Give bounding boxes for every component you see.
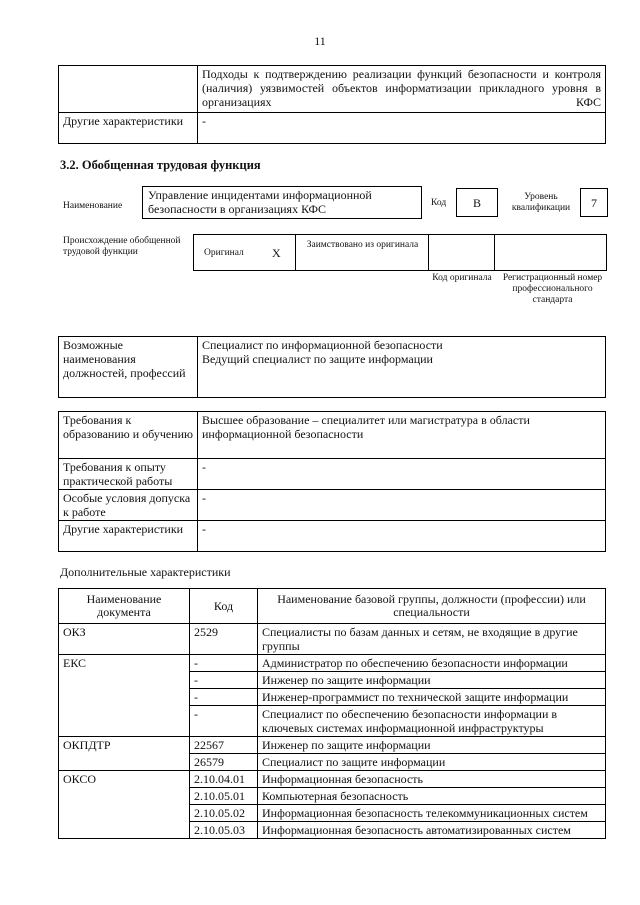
table-row [59, 113, 606, 144]
table-cell: - [198, 521, 606, 552]
cell-name: Информационная безопасность телекоммуникационных систем [258, 805, 606, 822]
additional-title: Дополнительные характеристики [60, 565, 231, 579]
cell-name: Инженер по защите информации [258, 737, 606, 754]
code-original-caption: Код оригинала [432, 273, 492, 283]
cell-doc: ОКЗ [59, 624, 190, 655]
cell-name: Администратор по обеспечению безопасности информации [258, 655, 606, 672]
name-label: Наименование [63, 201, 123, 211]
cell-name: Информационная безопасность [258, 771, 606, 788]
cell-name: Специалист по обеспечению безопасности информации в ключевых системах информационной инфраструктуры [258, 706, 606, 737]
table-cell: - [198, 113, 606, 144]
cell-code: 2.10.05.02 [190, 805, 258, 822]
original-mark: X [272, 246, 281, 260]
table-cell: Другие характеристики [59, 521, 198, 552]
table-row [59, 771, 606, 788]
additional-table [58, 588, 606, 839]
table-cell: Требования к образованию и обучению [59, 412, 198, 459]
cell-name: Компьютерная безопасность [258, 788, 606, 805]
cell-code: - [190, 689, 258, 706]
table-cell: Высшее образование – специалитет или магистратура в области информационной безопасности [198, 412, 606, 459]
table-row [59, 66, 606, 113]
cell-code: - [190, 706, 258, 737]
continuation-table [58, 65, 606, 144]
position-item: Ведущий специалист по защите информации [202, 352, 433, 366]
cell-name: Информационная безопасность автоматизированных систем [258, 822, 606, 839]
table-row [59, 521, 606, 552]
cell-name: Специалист по защите информации [258, 754, 606, 771]
position-item: Специалист по информационной безопасности [202, 338, 443, 352]
table-row [59, 490, 606, 521]
level-value: 7 [580, 188, 608, 217]
borrowed-label: Заимствовано из оригинала [306, 240, 419, 250]
table-cell: - [198, 459, 606, 490]
table-cell: Требования к опыту практической работы [59, 459, 198, 490]
cell-code: 2529 [190, 624, 258, 655]
level-label: Уровень квалификации [511, 192, 571, 213]
cell-code: 2.10.05.03 [190, 822, 258, 839]
cell-name: Инженер-программист по технической защите информации [258, 689, 606, 706]
divider [494, 234, 495, 271]
table-cell: Другие характеристики [59, 113, 198, 144]
cell-code: 2.10.04.01 [190, 771, 258, 788]
cell-code: 26579 [190, 754, 258, 771]
table-row [59, 655, 606, 672]
table-row [59, 412, 606, 459]
original-label: Оригинал [204, 248, 244, 258]
table-row [59, 459, 606, 490]
registration-caption: Регистрационный номер профессионального стандарта [502, 273, 603, 305]
code-value: B [456, 188, 498, 217]
header-name: Наименование базовой группы, должности (профессии) или специальности [258, 589, 606, 624]
header-doc: Наименование документа [59, 589, 190, 624]
cell-doc: ОКПДТР [59, 737, 190, 771]
page-number: 11 [314, 34, 326, 48]
divider [295, 234, 296, 271]
section-heading: 3.2. Обобщенная трудовая функция [60, 158, 261, 172]
cell-doc: ОКСО [59, 771, 190, 839]
table-row [59, 737, 606, 754]
positions-table [58, 336, 606, 398]
function-name: Управление инцидентами информационной безопасности в организациях КФС [142, 186, 422, 219]
cell-name: Инженер по защите информации [258, 672, 606, 689]
table-row [59, 337, 606, 398]
cell-doc: ЕКС [59, 655, 190, 737]
origin-label: Происхождение обобщенной трудовой функции [63, 236, 181, 257]
cell-code: - [190, 655, 258, 672]
table-cell: - [198, 490, 606, 521]
table-cell: Подходы к подтверждению реализации функций безопасности и контроля (наличия) уязвимостей объектов информатизации прикладного уровня в организациях КФС [198, 66, 606, 113]
divider [428, 234, 429, 271]
cell-name: Специалисты по базам данных и сетям, не входящие в другие группы [258, 624, 606, 655]
cell-code: 2.10.05.01 [190, 788, 258, 805]
code-label: Код [431, 198, 447, 208]
cell-code: 22567 [190, 737, 258, 754]
table-cell: Возможные наименования должностей, профессий [59, 337, 198, 398]
table-cell [198, 337, 606, 398]
cell-code: - [190, 672, 258, 689]
header-code: Код [190, 589, 258, 624]
table-cell: Особые условия допуска к работе [59, 490, 198, 521]
requirements-table [58, 411, 606, 552]
table-header-row [59, 589, 606, 624]
table-row [59, 624, 606, 655]
table-cell [59, 66, 198, 113]
